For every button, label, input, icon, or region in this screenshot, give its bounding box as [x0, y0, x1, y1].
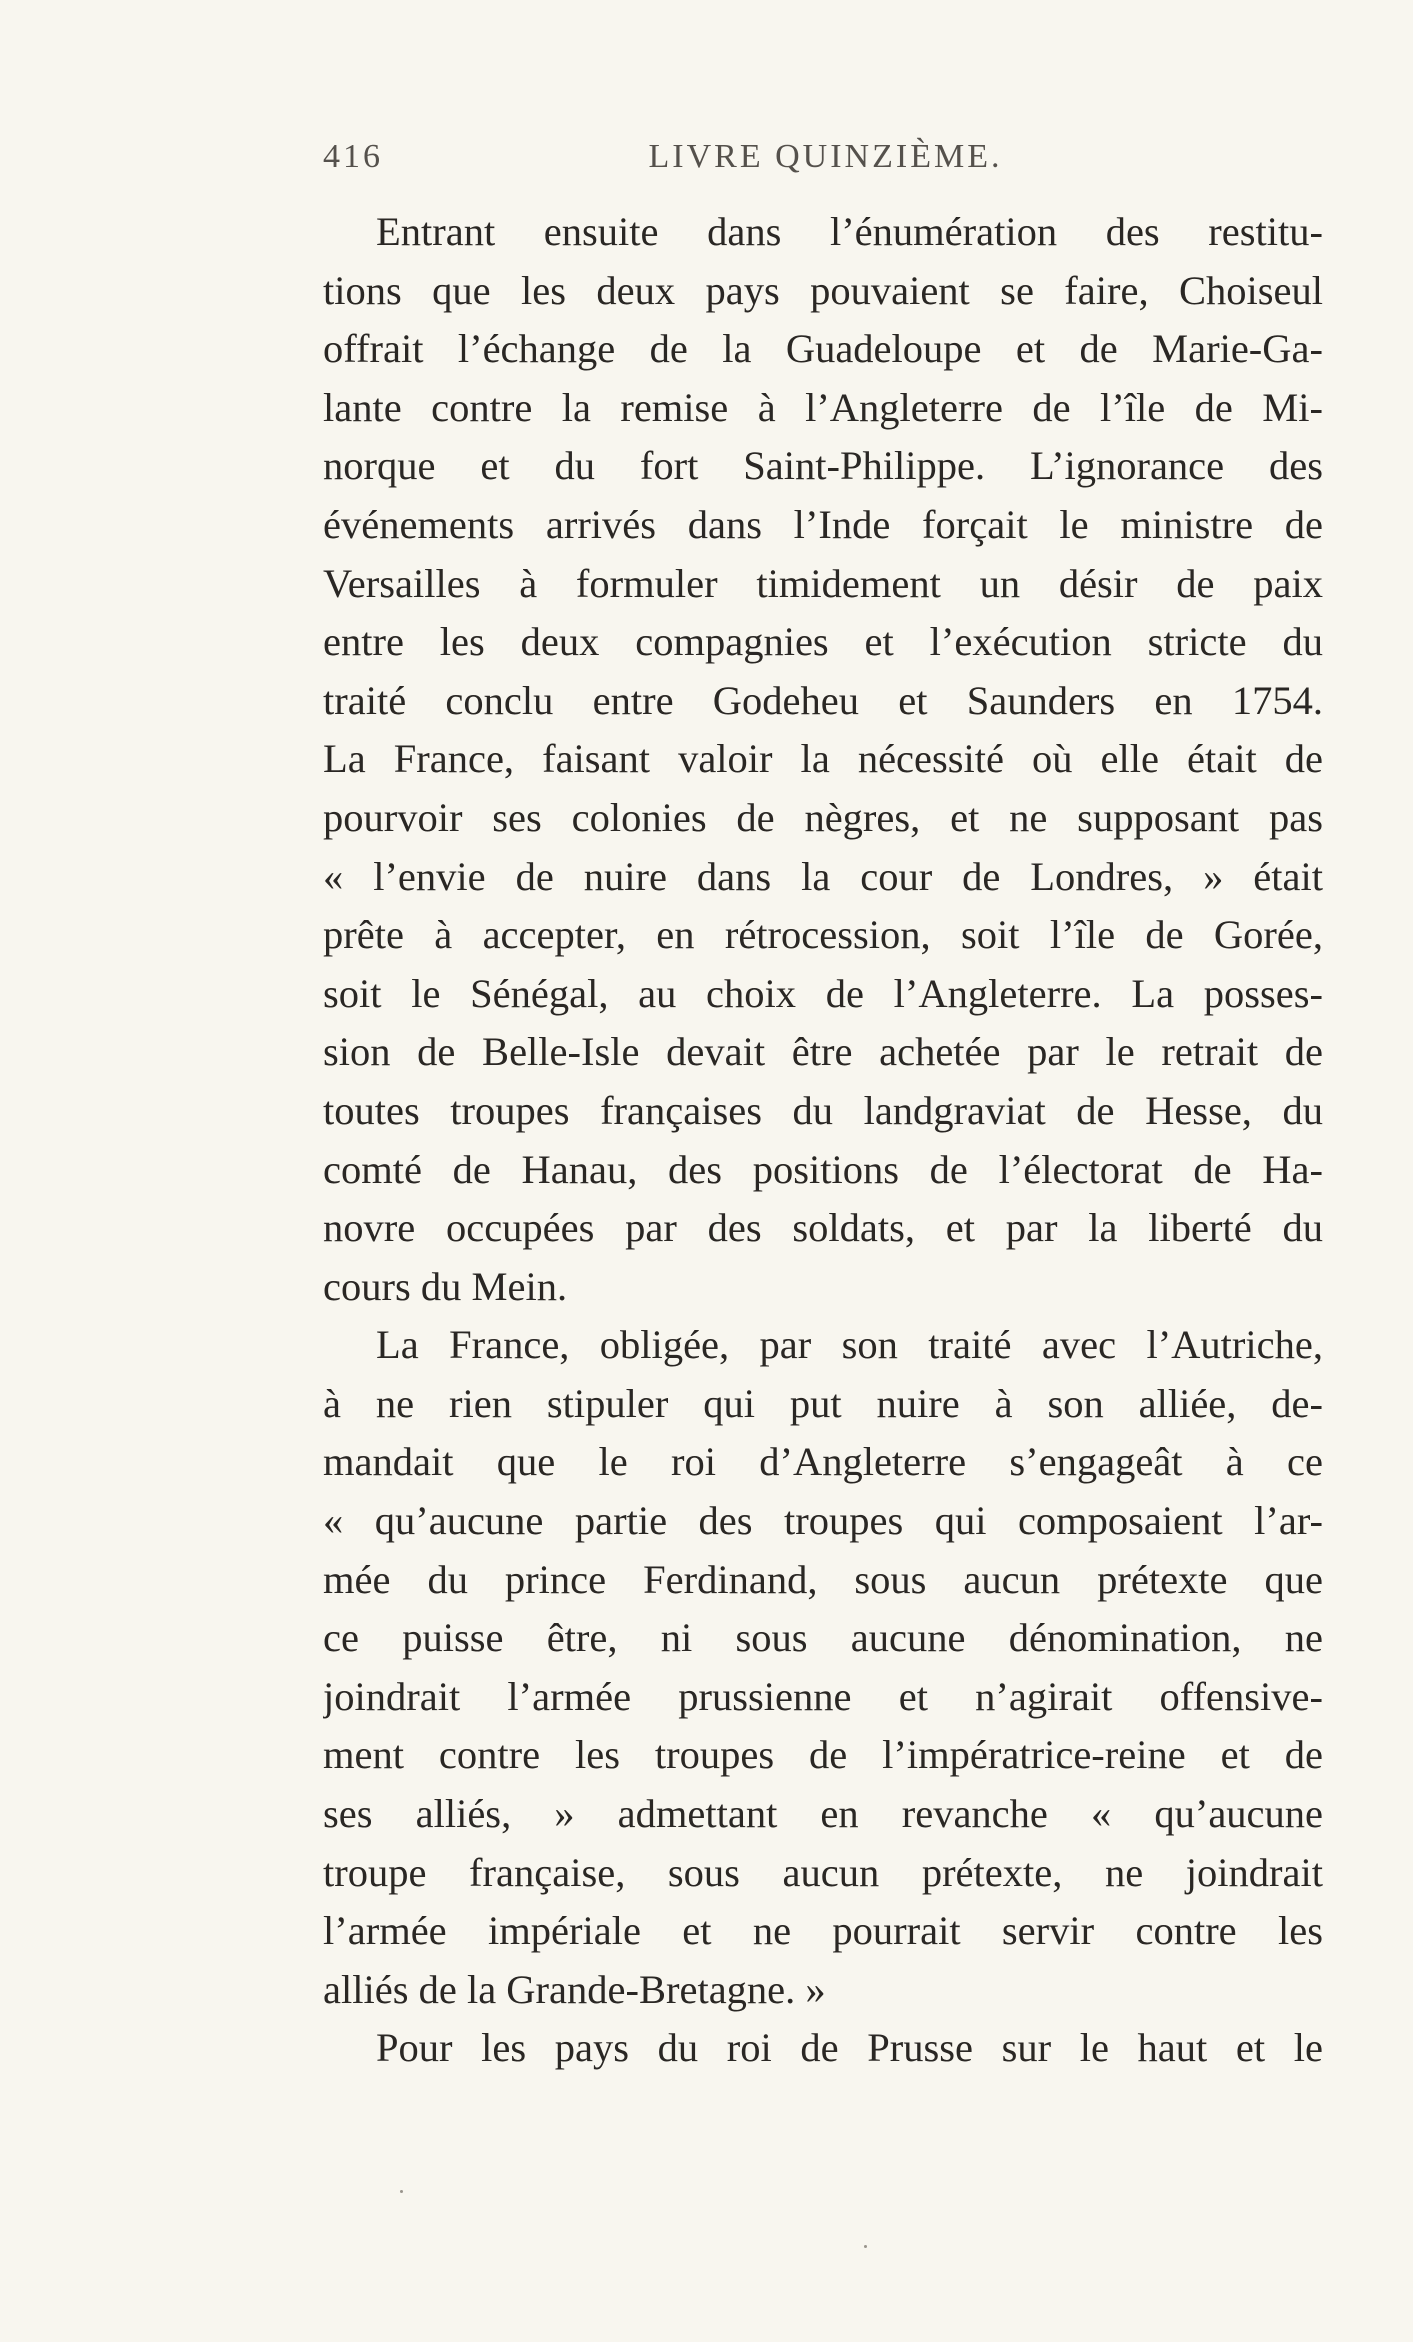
text-line: pourvoir ses colonies de nègres, et ne supposant pas	[323, 794, 1323, 840]
text-line: offrait l’échange de la Guadeloupe et de Marie-Ga-	[323, 326, 1323, 372]
running-title: LIVRE QUINZIÈME.	[648, 138, 1003, 175]
text-line: ment contre les troupes de l’impératrice-reine et de	[323, 1732, 1323, 1778]
text-line: entre les deux compagnies et l’exécution stricte du	[323, 619, 1323, 665]
text-line: traité conclu entre Godeheu et Saunders en 1754.	[323, 677, 1323, 723]
paper-speck	[400, 2190, 403, 2193]
running-head	[323, 138, 1328, 182]
text-line: « l’envie de nuire dans la cour de Londres, » était	[323, 853, 1323, 899]
text-line: cours du Mein.	[323, 1263, 568, 1309]
text-line: prête à accepter, en rétrocession, soit l’île de Gorée,	[323, 912, 1323, 958]
text-line: sion de Belle-Isle devait être achetée par le retrait de	[323, 1029, 1323, 1075]
text-line: l’armée impériale et ne pourrait servir contre les	[323, 1908, 1323, 1954]
text-line: toutes troupes françaises du landgraviat de Hesse, du	[323, 1087, 1323, 1133]
text-line: événements arrivés dans l’Inde forçait le ministre de	[323, 501, 1323, 547]
text-line: mée du prince Ferdinand, sous aucun prétexte que	[323, 1556, 1323, 1602]
text-line: joindrait l’armée prussienne et n’agirait offensive-	[323, 1673, 1323, 1719]
paper-speck	[864, 2245, 867, 2248]
text-line: La France, faisant valoir la nécessité où elle était de	[323, 736, 1323, 782]
text-line: La France, obligée, par son traité avec l’Autriche,	[376, 1322, 1323, 1368]
text-line: à ne rien stipuler qui put nuire à son alliée, de-	[323, 1380, 1323, 1426]
text-line: Entrant ensuite dans l’énumération des restitu-	[376, 209, 1323, 254]
text-line: mandait que le roi d’Angleterre s’engageât à ce	[323, 1439, 1323, 1485]
text-line: soit le Sénégal, au choix de l’Angleterre. La posses-	[323, 970, 1323, 1016]
page-number: 416	[323, 138, 383, 175]
text-line: norque et du fort Saint-Philippe. L’ignorance des	[323, 443, 1323, 489]
text-line: ce puisse être, ni sous aucune dénomination, ne	[323, 1615, 1323, 1661]
text-line: alliés de la Grande-Bretagne. »	[323, 1966, 826, 2012]
text-line: novre occupées par des soldats, et par la liberté du	[323, 1205, 1323, 1251]
text-line: troupe française, sous aucun prétexte, ne joindrait	[323, 1849, 1323, 1895]
text-line: Versailles à formuler timidement un désir de paix	[323, 560, 1323, 606]
body-text	[323, 203, 1323, 2078]
text-line: lante contre la remise à l’Angleterre de l’île de Mi-	[323, 384, 1323, 430]
text-line: tions que les deux pays pouvaient se faire, Choiseul	[323, 267, 1323, 313]
text-line: « qu’aucune partie des troupes qui composaient l’ar-	[323, 1498, 1323, 1544]
text-line: ses alliés, » admettant en revanche « qu’aucune	[323, 1791, 1323, 1837]
text-line: Pour les pays du roi de Prusse sur le haut et le	[376, 2025, 1323, 2071]
text-line: comté de Hanau, des positions de l’électorat de Ha-	[323, 1146, 1323, 1192]
